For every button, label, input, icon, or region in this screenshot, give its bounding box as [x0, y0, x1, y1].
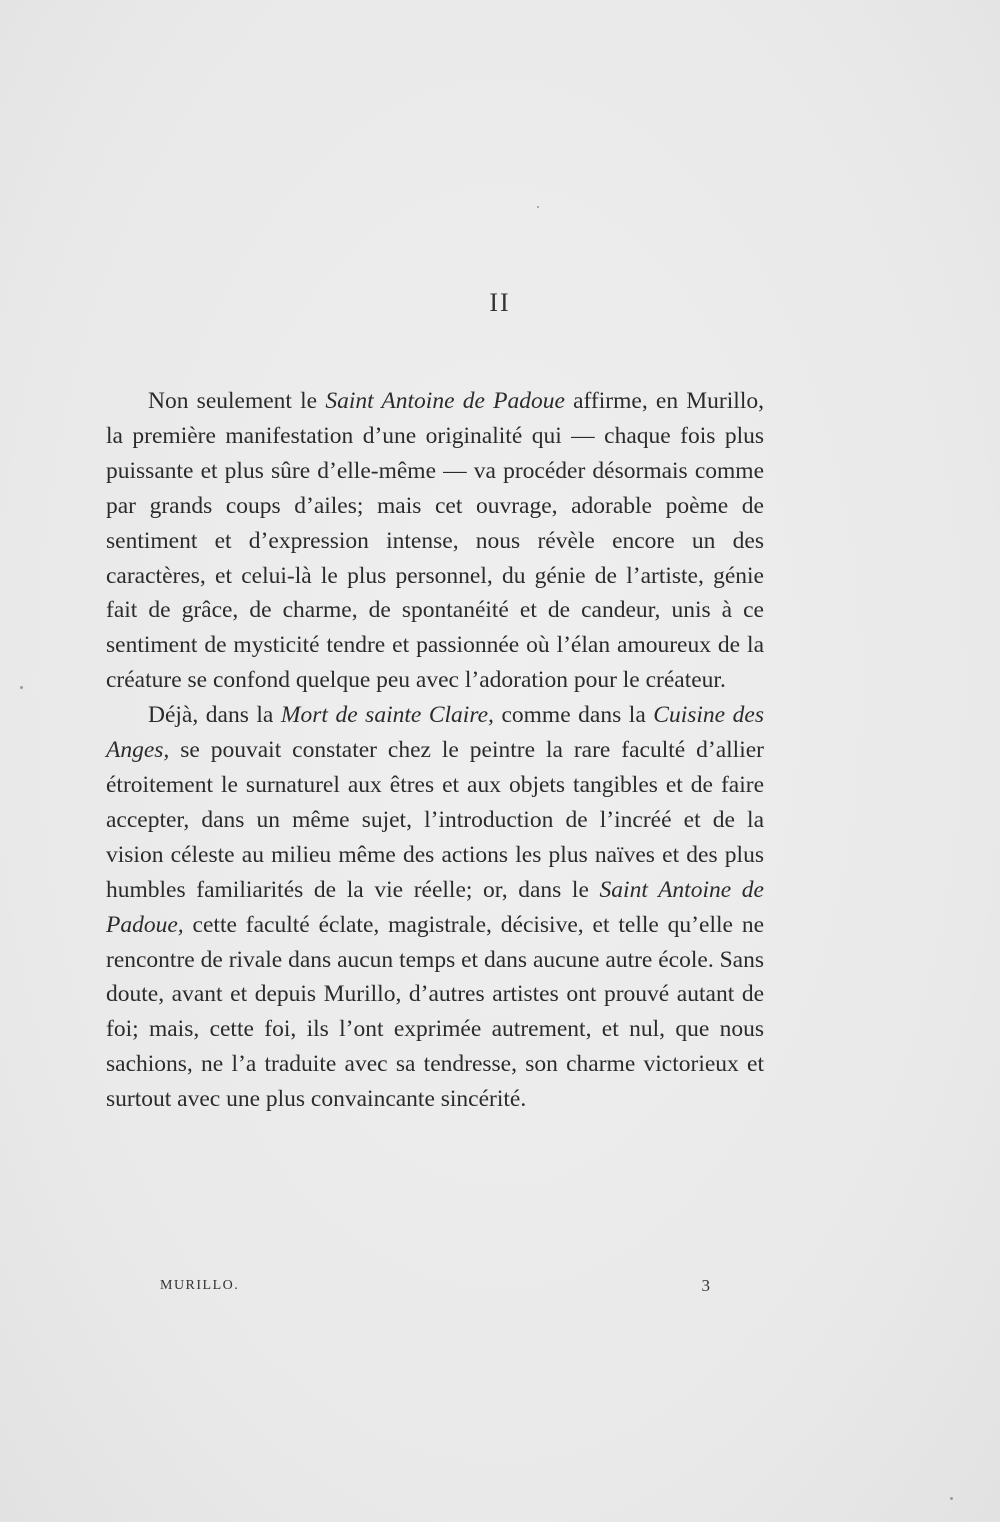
paper-speck: [537, 206, 539, 208]
italic-title: Cuisine des Anges,: [106, 702, 764, 764]
paper-speck: [950, 1497, 953, 1500]
italic-title: Saint Antoine de Padoue: [325, 388, 565, 414]
paragraph-2: [106, 698, 764, 1117]
paper-speck: [20, 686, 23, 689]
text-run: comme dans la: [493, 702, 654, 729]
italic-title: Mort de sainte Claire,: [280, 702, 494, 729]
running-title: MURILLO.: [160, 1278, 240, 1293]
text-run: affirme, en Murillo, la première manifestation d’une originalité qui — chaque fois plus puissante et plus sûre d’elle-même — va procéder désormais comme par grands coups d’ailes; mais cet ouvrage, adorable poème de sentiment et d’expression intense, nous révèle encore un des caractères, et celui-là le plus personnel, du génie de l’artiste, génie fait de grâce, de charme, de spontanéité et de candeur, unis à ce sentiment de mysticité tendre et passionnée où l’élan amoureux de la créature se confond quelque peu avec l’adoration pour le créateur.: [106, 388, 764, 694]
paragraph-1: [106, 384, 764, 698]
text-run: Déjà, dans la: [148, 702, 281, 729]
text-run: cette faculté éclate, magistrale, décisive, et telle qu’elle ne rencontre de rivale dans aucun temps et dans aucune autre école. Sans doute, avant et depuis Murillo, d’autres artistes ont prouvé autant de foi; mais, cette foi, ils l’ont exprimée autrement, et nul, que nous sachions, ne l’a traduite avec sa tendresse, son charme victorieux et surtout avec une plus convaincante sincérité.: [106, 911, 764, 1113]
body-text: [106, 384, 764, 1117]
italic-title: Saint Antoine de Padoue,: [106, 876, 764, 938]
signature-mark: 3: [701, 1276, 710, 1295]
text-run: se pouvait constater chez le peintre la rare faculté d’allier étroitement le surnaturel aux êtres et aux objets tangibles et de faire accepter, dans un même sujet, l’introduction de l’incréé et de la vision céleste au milieu même des actions les plus naïves et des plus humbles familiarités de la vie réelle; or, dans le: [106, 737, 764, 903]
text-run: Non seulement le: [148, 388, 326, 414]
chapter-number: II: [489, 288, 511, 317]
